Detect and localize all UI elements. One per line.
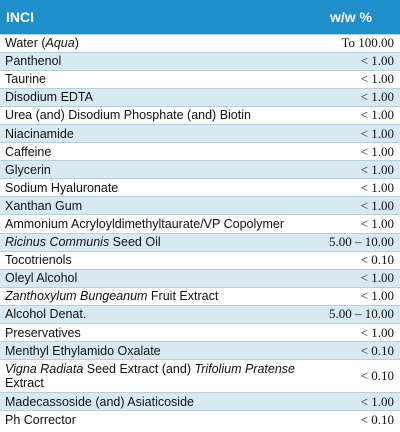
table-row — [0, 393, 400, 411]
ingredient-percentage: < 1.00 — [360, 197, 394, 213]
table-row — [0, 233, 400, 251]
ingredient-name — [0, 360, 302, 393]
header-ww-percent: w/w % — [329, 8, 372, 25]
table-row — [0, 342, 400, 360]
ingredient-percentage: < 0.10 — [360, 368, 394, 384]
table-row — [0, 197, 400, 215]
ingredient-name — [0, 34, 302, 52]
table-row — [0, 251, 400, 269]
ingredient-name — [0, 197, 302, 215]
ingredient-name-text: Seed Extract (and) — [83, 362, 195, 377]
ingredient-percentage: < 0.10 — [360, 252, 394, 268]
ingredient-name-text: Taurine — [5, 72, 46, 87]
ingredient-name-text: Preservatives — [5, 325, 81, 340]
ingredient-percentage: < 1.00 — [360, 161, 394, 177]
ingredient-name-italic: Zanthoxylum Bungeanum — [5, 289, 148, 304]
ingredient-percentage: 5.00 – 10.00 — [329, 234, 394, 250]
ingredient-percentage: 5.00 – 10.00 — [329, 306, 394, 322]
table-header-row — [0, 0, 400, 34]
ingredient-name — [0, 161, 302, 179]
ingredient-name — [0, 52, 302, 70]
ingredient-percentage: To 100.00 — [341, 35, 394, 51]
table-row — [0, 124, 400, 142]
table-row — [0, 143, 400, 161]
ingredient-percentage: < 1.00 — [360, 215, 394, 231]
ingredient-name-text: Caffeine — [5, 144, 52, 159]
ingredient-percentage: < 1.00 — [360, 107, 394, 123]
ingredient-name-italic: Vigna Radiata — [5, 362, 84, 377]
table-row — [0, 179, 400, 197]
ingredient-name — [0, 269, 302, 287]
table-row — [0, 269, 400, 287]
ingredient-name — [0, 215, 302, 233]
ingredient-percentage: < 0.10 — [360, 342, 394, 358]
ingredient-name-text: Panthenol — [5, 54, 62, 69]
ingredient-name-text: Madecassoside (and) Asiaticoside — [5, 394, 194, 409]
ingredient-name-text: Ammonium Acryloyldimethyltaurate/VP Copolymer — [5, 216, 285, 231]
ingredient-name-text: Niacinamide — [5, 126, 74, 141]
ingredient-percentage: < 1.00 — [360, 288, 394, 304]
table-row — [0, 106, 400, 124]
table-row — [0, 34, 400, 52]
ingredient-percentage: < 1.00 — [360, 270, 394, 286]
ingredient-name-text: Xanthan Gum — [5, 198, 83, 213]
table-row — [0, 287, 400, 305]
ingredient-percentage: < 1.00 — [360, 393, 394, 409]
ingredient-name — [0, 106, 302, 124]
table-row — [0, 305, 400, 323]
ingredient-name-italic: Ricinus Communis — [5, 235, 110, 250]
ingredient-name — [0, 124, 302, 142]
ingredient-name-text: Fruit Extract — [147, 289, 219, 304]
ingredient-name-text: Oleyl Alcohol — [5, 271, 78, 286]
ingredient-name — [0, 393, 302, 411]
ingredient-name-italic: Aqua — [45, 36, 75, 51]
ingredient-name — [0, 70, 302, 88]
table-row — [0, 411, 400, 429]
ingredient-percentage: < 1.00 — [360, 71, 394, 87]
ingredient-name-text: Water ( — [5, 36, 46, 51]
table-row — [0, 215, 400, 233]
ingredient-percentage: < 1.00 — [360, 125, 394, 141]
table-row — [0, 161, 400, 179]
ingredient-name-italic: Trifolium Pratense — [194, 362, 295, 377]
ingredient-name-text: Seed Oil — [109, 235, 161, 250]
table-row — [0, 88, 400, 106]
ingredient-percentage: < 1.00 — [360, 143, 394, 159]
ingredient-name — [0, 233, 302, 251]
ingredient-name — [0, 179, 302, 197]
table-row — [0, 52, 400, 70]
table-row — [0, 324, 400, 342]
ingredient-name-text: Sodium Hyaluronate — [5, 180, 119, 195]
table-row — [0, 70, 400, 88]
ingredient-name-text: Menthyl Ethylamido Oxalate — [5, 343, 161, 358]
header-inci: INCI — [6, 8, 34, 25]
ingredient-name-text: Ph Corrector — [5, 413, 76, 428]
ingredient-name-text: Glycerin — [5, 162, 51, 177]
ingredient-name — [0, 287, 302, 305]
ingredient-name-text: Alcohol Denat. — [5, 307, 87, 322]
ingredient-name — [0, 305, 302, 323]
ingredient-name — [0, 411, 302, 429]
ingredient-name — [0, 324, 302, 342]
ingredient-name-text: Urea (and) Disodium Phosphate (and) Biotin — [5, 108, 251, 123]
ingredient-name — [0, 342, 302, 360]
ingredient-name — [0, 88, 302, 106]
ingredient-name-text: Extract — [5, 376, 44, 391]
ingredient-name-text: Disodium EDTA — [5, 90, 93, 105]
ingredient-name — [0, 251, 302, 269]
ingredient-percentage: < 1.00 — [360, 53, 394, 69]
ingredient-percentage: < 1.00 — [360, 179, 394, 195]
ingredient-percentage: < 1.00 — [360, 324, 394, 340]
ingredient-name-text: ) — [74, 36, 79, 51]
ingredient-name-text: Tocotrienols — [5, 253, 72, 268]
ingredient-name — [0, 143, 302, 161]
ingredient-percentage: < 0.10 — [360, 412, 394, 428]
ingredient-percentage: < 1.00 — [360, 89, 394, 105]
table-row — [0, 360, 400, 393]
